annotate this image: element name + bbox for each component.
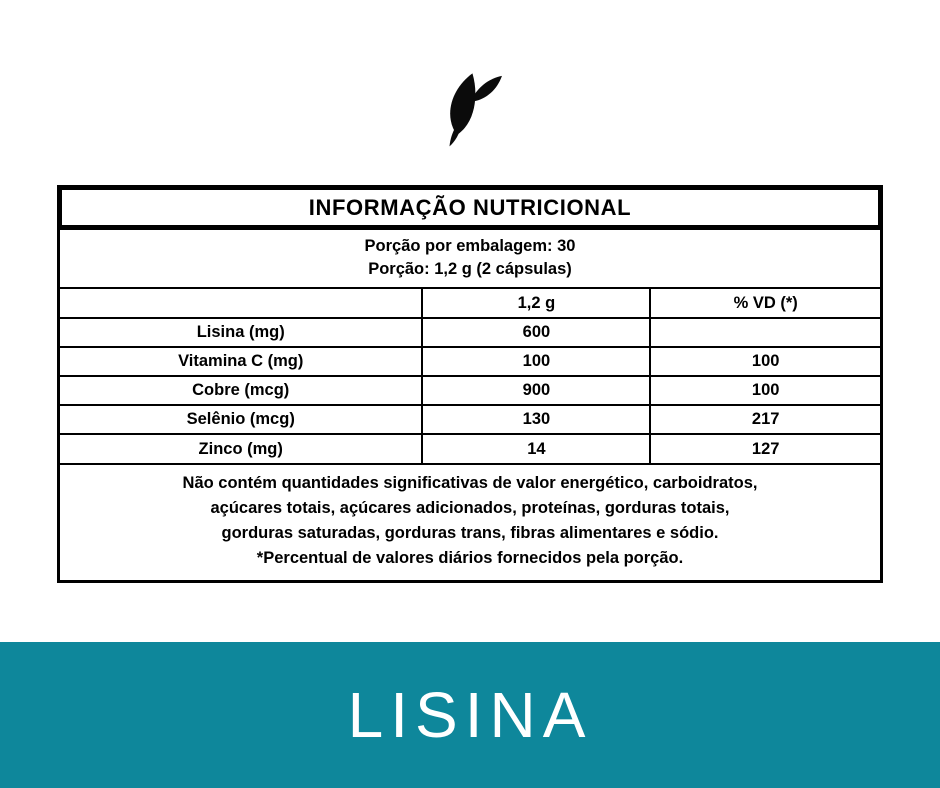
table-row <box>60 347 880 376</box>
table-row <box>60 318 880 347</box>
nutrient-vd: 127 <box>650 434 880 463</box>
footnote-line: *Percentual de valores diários fornecidos pela porção. <box>256 549 684 567</box>
nutrient-vd: 217 <box>650 405 880 434</box>
brand-logo <box>0 66 940 148</box>
col-header-vd: % VD (*) <box>650 289 880 318</box>
table-row <box>60 405 880 434</box>
nutrient-amount: 100 <box>422 347 650 376</box>
footnote-line: gorduras saturadas, gorduras trans, fibras alimentares e sódio. <box>221 524 719 542</box>
footnote-line: açúcares totais, açúcares adicionados, proteínas, gorduras totais, <box>210 499 730 517</box>
nutrient-name: Selênio (mcg) <box>60 405 422 434</box>
nutrient-name: Zinco (mg) <box>60 434 422 463</box>
nutrition-facts-panel <box>57 185 883 583</box>
table-header-row <box>60 289 880 318</box>
leaf-bird-logo-icon <box>427 66 513 148</box>
serving-info <box>60 230 880 289</box>
table-row <box>60 376 880 405</box>
product-name-banner <box>0 642 940 788</box>
nutrient-vd: 100 <box>650 376 880 405</box>
nutrition-footnote <box>60 463 880 580</box>
nutrient-amount: 130 <box>422 405 650 434</box>
nutrition-body <box>57 230 883 583</box>
nutrition-table <box>60 289 880 463</box>
col-header-nutrient <box>60 289 422 318</box>
nutrient-amount: 14 <box>422 434 650 463</box>
serving-size: Porção: 1,2 g (2 cápsulas) <box>368 260 572 278</box>
nutrient-name: Lisina (mg) <box>60 318 422 347</box>
col-header-amount: 1,2 g <box>422 289 650 318</box>
nutrient-vd: 100 <box>650 347 880 376</box>
table-row <box>60 434 880 463</box>
nutrient-amount: 900 <box>422 376 650 405</box>
nutrient-vd <box>650 318 880 347</box>
nutrient-amount: 600 <box>422 318 650 347</box>
product-name: LISINA <box>347 679 593 751</box>
serving-per-package: Porção por embalagem: 30 <box>364 237 576 255</box>
nutrient-name: Cobre (mcg) <box>60 376 422 405</box>
nutrition-title: INFORMAÇÃO NUTRICIONAL <box>57 185 883 230</box>
footnote-line: Não contém quantidades significativas de valor energético, carboidratos, <box>182 474 758 492</box>
nutrient-name: Vitamina C (mg) <box>60 347 422 376</box>
